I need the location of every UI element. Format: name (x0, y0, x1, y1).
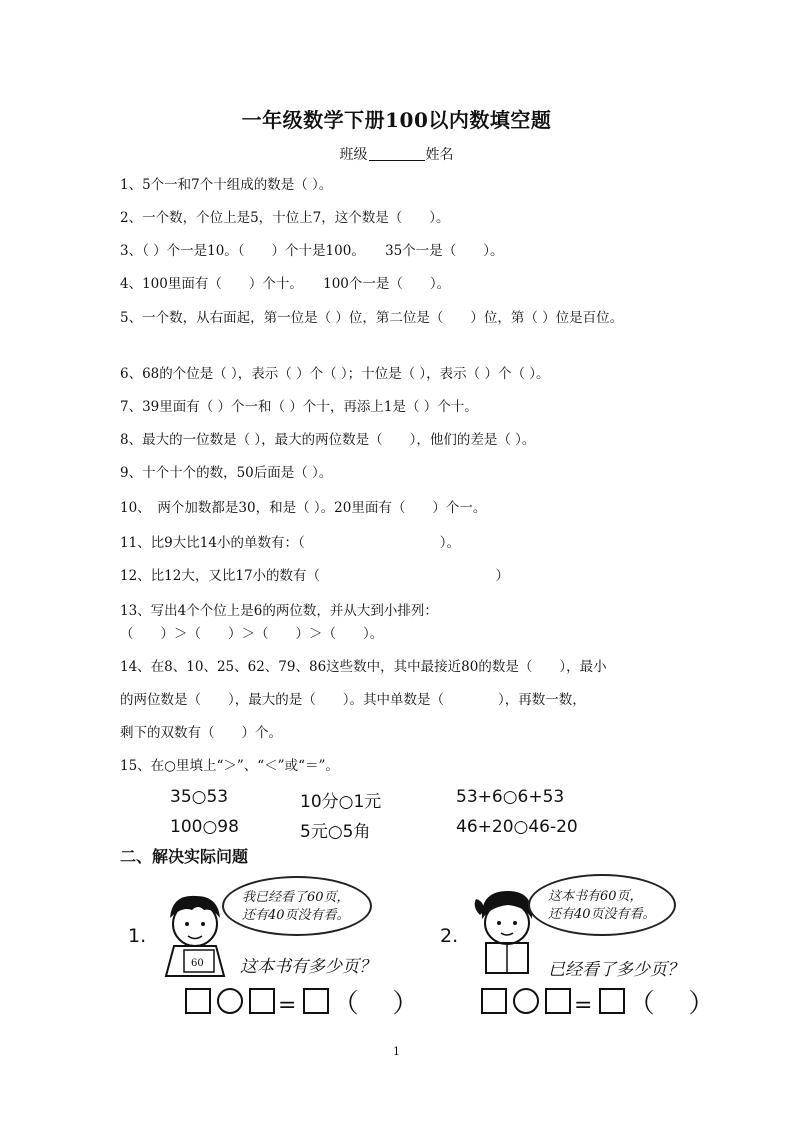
answer-box[interactable] (599, 988, 625, 1014)
answer-box[interactable] (481, 988, 507, 1014)
question-9: 9、十个十个的数，50后面是（ ）。 (120, 465, 333, 481)
problem-1-number: 1. (128, 925, 147, 947)
question-13: 13、写出4个个位上是6的两位数，并从大到小排列： (120, 603, 438, 619)
question-14-line1: 14、在8、10、25、62、79、86这些数中，其中最接近80的数是（ ），最小 (120, 659, 607, 675)
bubble-2-line1: 这本书有60页， (548, 889, 643, 904)
question-7: 7、39里面有（ ）个一和（ ）个十，再添上1是（ ）个十。 (120, 399, 478, 415)
speech-bubble-2 (528, 874, 676, 936)
name-label: 姓名 (425, 147, 454, 163)
question-2: 2、一个数，个位上是5，十位上7，这个数是（ ）。 (120, 210, 450, 226)
question-5: 5、一个数，从右面起，第一位是（ ）位，第二位是（ ）位，第（ ）位是百位。 (120, 310, 624, 326)
operator-circle[interactable] (513, 988, 539, 1014)
unit-blank[interactable]: （ ） (628, 989, 719, 1019)
answer-box[interactable] (303, 988, 329, 1014)
comparison-item: 10分○1元 (300, 792, 382, 812)
unit-blank[interactable]: （ ） (332, 989, 423, 1019)
problem-2-number: 2. (440, 925, 459, 947)
operator-circle[interactable] (217, 988, 243, 1014)
class-blank[interactable] (369, 146, 425, 161)
problem-2-question: 已经看了多少页？ (548, 960, 684, 980)
question-10: 10、 两个加数都是30，和是（ ）。20里面有（ ）个一。 (120, 500, 487, 516)
question-3: 3、（ ）个一是10。（ ）个十是100。 35个一是（ ）。 (120, 243, 504, 259)
question-6: 6、68的个位是（ ），表示（ ）个（ ）；十位是（ ），表示（ ）个（ ）。 (120, 366, 550, 382)
comparison-item: 5元○5角 (300, 822, 371, 842)
answer-box[interactable] (185, 988, 211, 1014)
comparison-item: 53+6○6+53 (456, 787, 565, 807)
class-name-line (0, 144, 793, 164)
question-14-line2: 的两位数是（ ），最大的是（ ）。其中单数是（ ），再数一数， (120, 692, 586, 708)
answer-box[interactable] (249, 988, 275, 1014)
comparison-item: 35○53 (170, 787, 229, 807)
question-8: 8、最大的一位数是（ ），最大的两位数是（ ），他们的差是（ ）。 (120, 432, 536, 448)
problem-1-equation: = （ ） (182, 983, 422, 1020)
question-1: 1、5个一和7个十组成的数是（ ）。 (120, 177, 333, 193)
bubble-2-line2: 还有40页没有看。 (548, 907, 656, 922)
bubble-1-line1: 我已经看了60页， (242, 890, 350, 905)
speech-bubble-1 (222, 876, 372, 936)
class-label: 班级 (339, 147, 368, 163)
bubble-1-line2: 还有40页没有看。 (242, 908, 350, 923)
question-15: 15、在○里填上“＞”、“＜”或“＝”。 (120, 758, 339, 774)
page-title: 一年级数学下册100以内数填空题 (241, 108, 552, 132)
svg-text:60: 60 (191, 958, 204, 969)
comparison-item: 100○98 (170, 817, 239, 837)
question-14-line3: 剩下的双数有（ ）个。 (120, 725, 282, 741)
comparison-item: 46+20○46-20 (456, 817, 578, 837)
page-number: 1 (393, 1045, 400, 1058)
answer-box[interactable] (545, 988, 571, 1014)
question-13-answer-line: （ ）＞（ ）＞（ ）＞（ ）。 (120, 626, 384, 642)
question-12: 12、比12大，又比17小的数有（ ） (120, 568, 510, 584)
section-2-title: 二、解决实际问题 (120, 847, 249, 866)
problem-1-question: 这本书有多少页？ (240, 957, 376, 977)
problem-2-equation: = （ ） (478, 983, 718, 1020)
question-4: 4、100里面有（ ）个十。 100个一是（ ）。 (120, 276, 451, 292)
question-11: 11、比9大比14小的单数有：（ ）。 (120, 535, 460, 551)
